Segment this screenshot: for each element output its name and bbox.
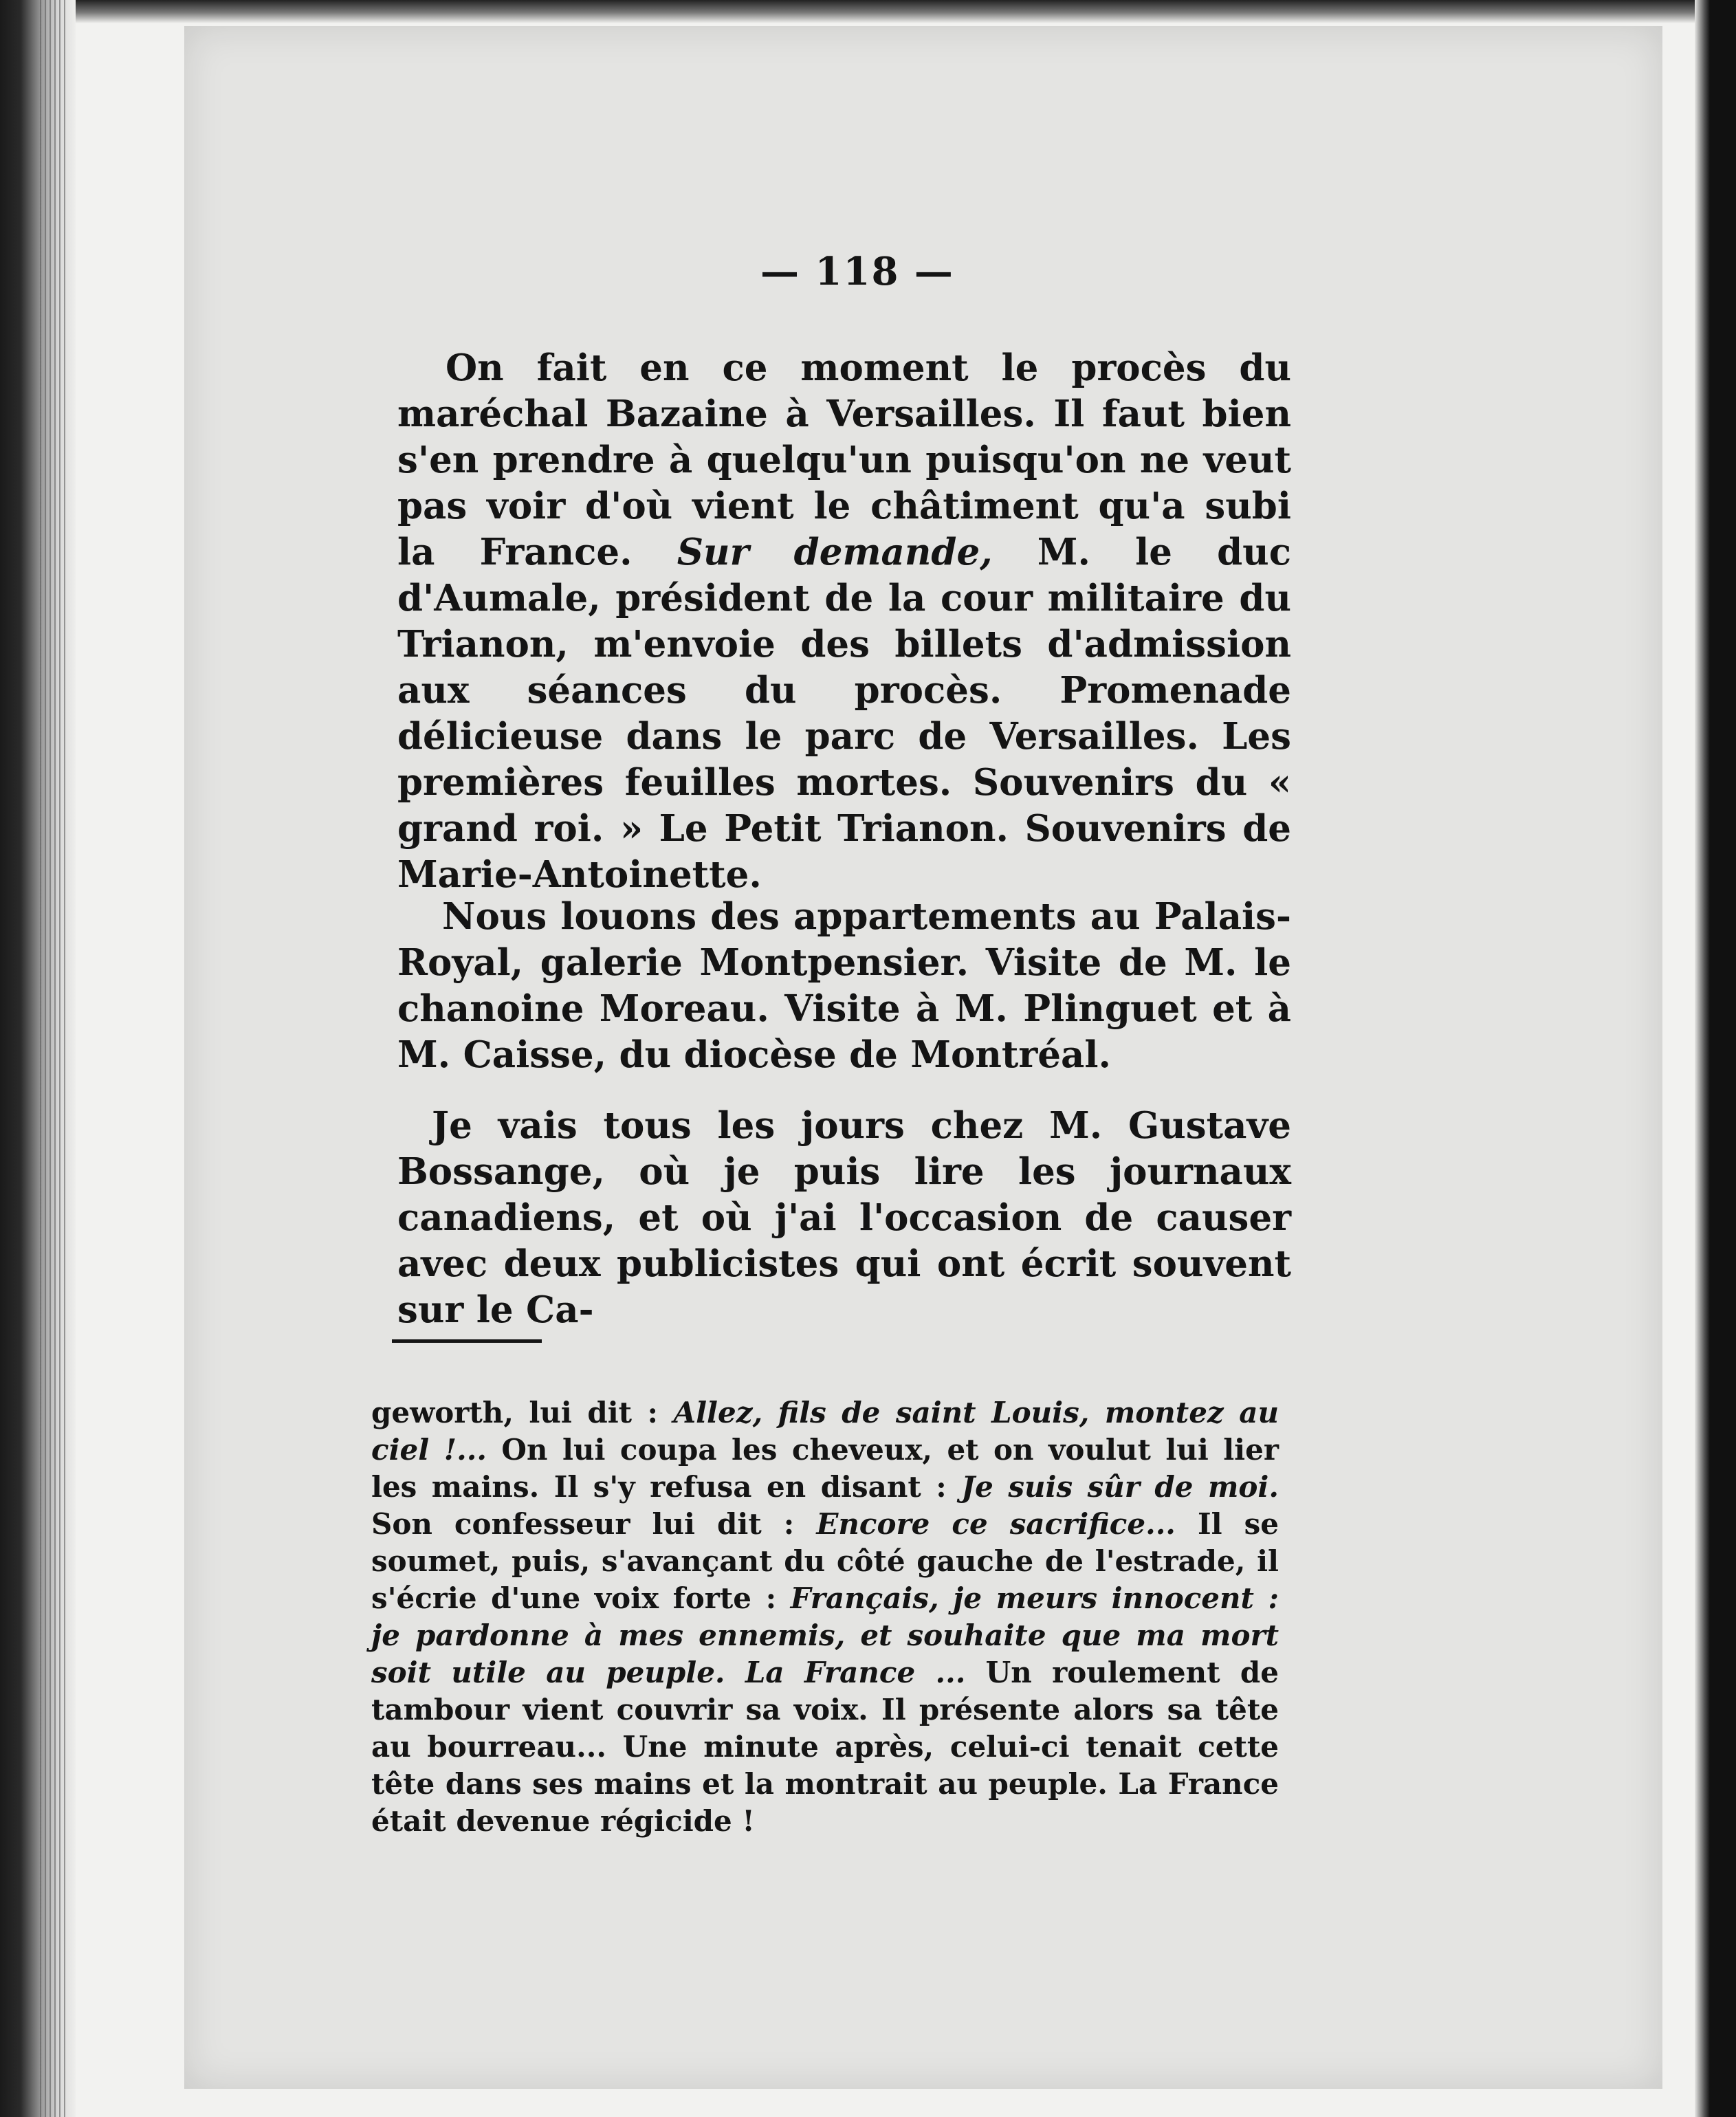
- page-number: — 118 —: [760, 249, 954, 294]
- footnote-italic-3: Encore ce sacrifice...: [816, 1507, 1176, 1541]
- footnote: [371, 1394, 1279, 1840]
- footnote-italic-2: Je suis sûr de moi.: [961, 1470, 1279, 1504]
- paragraph-3: Je vais tous les jours chez M. Gustave Bossange, où je puis lire les journaux canadiens, et où j'ai l'occasion de causer avec deux publicistes qui ont écrit souvent sur le Ca-: [397, 1104, 1291, 1331]
- paragraph-2: Nous louons des appartements au Palais-Royal, galerie Montpensier. Visite de M. le chanoine Moreau. Visite à M. Plinguet et à M. Caisse, du diocèse de Montréal.: [397, 895, 1291, 1076]
- footnote-text-5: Un roulement de tambour vient couvrir sa voix. Il présente alors sa tête au bourreau... Une minute après, celui-ci tenait cette tête dans ses mains et la montrait au peuple. La France était devenue régicide !: [371, 1656, 1279, 1838]
- footnote-italic-4: Français, je meurs innocent : je pardonne à mes ennemis, et souhaite que ma mort soit utile au peuple. La France ...: [371, 1581, 1279, 1689]
- paragraph-1-italic: Sur demande,: [677, 531, 993, 573]
- paragraph-1: [397, 345, 1291, 898]
- footnote-text-1: geworth, lui dit :: [371, 1396, 674, 1429]
- page-stack-edges: [40, 0, 67, 2117]
- footnote-text-3: Son confesseur lui dit :: [371, 1507, 817, 1541]
- footnote-separator: [392, 1339, 542, 1343]
- footnote-text-2: On lui coupa les cheveux, et on voulut lui lier les mains. Il s'y refusa en disant :: [371, 1433, 1279, 1504]
- scan-top-edge: [0, 0, 1736, 23]
- paragraph-1-text-b: M. le duc d'Aumale, président de la cour militaire du Trianon, m'envoie des billets d'admission aux séances du procès. Promenade délicieuse dans le parc de Versailles. Les premières feuilles mortes. Souvenirs du « grand roi. » Le Petit Trianon. Souvenirs de Marie-Antoinette.: [397, 531, 1291, 896]
- footnote-text-4: Il se soumet, puis, s'avançant du côté gauche de l'estrade, il s'écrie d'une voix forte :: [371, 1507, 1279, 1615]
- scan-right-edge: [1695, 0, 1736, 2117]
- paragraph-1-text-a: On fait en ce moment le procès du maréchal Bazaine à Versailles. Il faut bien s'en prendre à quelqu'un puisqu'on ne veut pas voir d'où vient le châtiment qu'a subi la France.: [397, 347, 1291, 573]
- footnote-italic-1: Allez, fils de saint Louis, montez au ciel !...: [371, 1396, 1279, 1467]
